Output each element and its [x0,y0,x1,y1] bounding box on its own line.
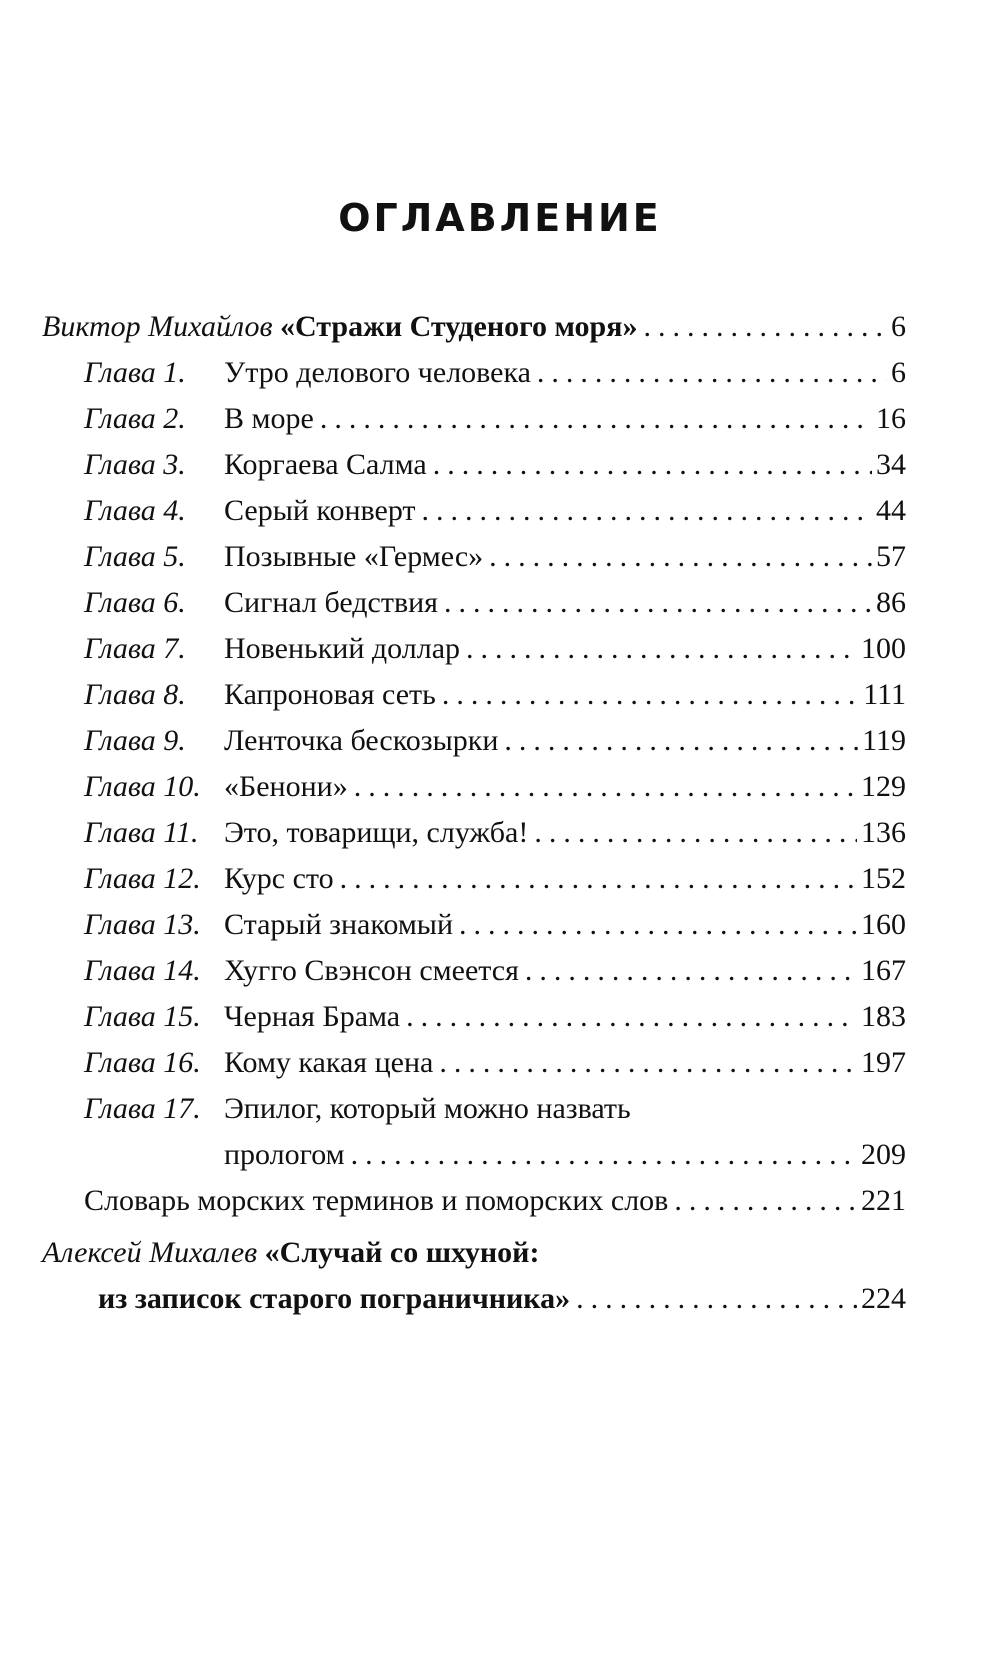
chapter-page: 16 [876,402,906,435]
dot-leader [444,580,872,626]
section2-heading-line1 [42,1230,539,1276]
table-of-contents [42,304,906,1322]
chapter-label: Глава 10. [84,770,201,803]
dot-leader [489,534,872,580]
toc-entry-chapter-5[interactable] [42,534,906,580]
toc-entry-chapter-11[interactable] [42,810,906,856]
dot-leader [504,718,858,764]
dot-leader [351,1132,857,1178]
section2-title-line1: «Случай со шхуной: [264,1236,540,1269]
toc-entry-section1[interactable] [42,304,906,350]
toc-entry-chapter-2[interactable] [42,396,906,442]
section1-author: Виктор Михайлов [42,310,273,343]
chapter-title: Это, товарищи, служба! [224,816,529,849]
chapter-page: 34 [876,448,906,481]
section1-page: 6 [891,310,906,343]
chapter-page: 100 [861,632,906,665]
chapter-page: 6 [891,356,906,389]
toc-entry-chapter-14[interactable] [42,948,906,994]
dot-leader [406,994,857,1040]
chapter-label: Глава 16. [84,1046,201,1079]
page-title: ОГЛАВЛЕНИЕ [338,196,662,240]
toc-entry-chapter-17-continued[interactable] [42,1132,906,1178]
section2-title-line2: из записок старого пограничника» [98,1282,571,1315]
chapter-page: 111 [863,678,906,711]
toc-entry-chapter-17[interactable] [42,1086,906,1132]
chapter-title: Кому какая цена [224,1046,434,1079]
toc-entry-chapter-3[interactable] [42,442,906,488]
chapter-label: Глава 15. [84,1000,201,1033]
chapter-page: 119 [862,724,906,757]
chapter-label: Глава 12. [84,862,201,895]
chapter-page: 86 [876,586,906,619]
dot-leader [576,1276,857,1322]
toc-entry-chapter-7[interactable] [42,626,906,672]
chapter-label: Глава 2. [84,402,186,435]
dot-leader [534,810,857,856]
chapter-page: 197 [861,1046,906,1079]
chapter-title: Новенький доллар [224,632,461,665]
toc-entry-chapter-4[interactable] [42,488,906,534]
chapter-title: Коргаева Салма [224,448,427,481]
dot-leader [422,488,872,534]
toc-entry-chapter-16[interactable] [42,1040,906,1086]
dot-leader [439,1040,857,1086]
dot-leader [466,626,857,672]
chapter-label: Глава 6. [84,586,186,619]
chapter-title: Черная Брама [224,1000,401,1033]
chapter-title: Старый знакомый [224,908,454,941]
dot-leader [643,304,887,350]
dot-leader [525,948,857,994]
chapter-label: Глава 1. [84,356,186,389]
toc-entry-chapter-10[interactable] [42,764,906,810]
chapter-page: 57 [876,540,906,573]
chapter-title: Ленточка бескозырки [224,724,499,757]
chapter-label: Глава 17. [84,1092,201,1125]
toc-entry-chapter-15[interactable] [42,994,906,1040]
chapter-title: Капроновая сеть [224,678,436,711]
chapter-page: 136 [861,816,906,849]
toc-entry-chapter-1[interactable] [42,350,906,396]
toc-entry-section2-continued[interactable] [42,1276,906,1322]
chapter-title-line2: прологом [224,1138,345,1171]
chapter-label: Глава 7. [84,632,186,665]
chapter-label: Глава 8. [84,678,186,711]
chapter-label: Глава 9. [84,724,186,757]
chapter-list [42,350,906,1086]
dot-leader [442,672,859,718]
chapter-page: 209 [861,1138,906,1171]
dot-leader [459,902,857,948]
chapter-title: Позывные «Гермес» [224,540,484,573]
dot-leader [433,442,872,488]
chapter-page: 183 [861,1000,906,1033]
chapter-label: Глава 14. [84,954,201,987]
section1-heading [42,304,637,350]
toc-entry-chapter-13[interactable] [42,902,906,948]
glossary-title: Словарь морских терминов и поморских слов [84,1184,669,1217]
dot-leader [674,1178,857,1224]
section2-author: Алексей Михалев [42,1236,258,1269]
chapter-page: 44 [876,494,906,527]
toc-entry-chapter-6[interactable] [42,580,906,626]
chapter-title: В море [224,402,314,435]
dot-leader [354,764,857,810]
chapter-label: Глава 5. [84,540,186,573]
chapter-title-line1: Эпилог, который можно назвать [224,1092,631,1125]
dot-leader [320,396,872,442]
section2-page: 224 [861,1282,906,1315]
toc-entry-section2[interactable] [42,1230,906,1276]
toc-entry-chapter-8[interactable] [42,672,906,718]
chapter-title: Хугго Свэнсон смеется [224,954,519,987]
chapter-title: «Бенони» [224,770,348,803]
chapter-label: Глава 13. [84,908,201,941]
toc-entry-chapter-9[interactable] [42,718,906,764]
chapter-label: Глава 4. [84,494,186,527]
chapter-label: Глава 11. [84,816,199,849]
dot-leader [537,350,887,396]
chapter-title: Серый конверт [224,494,416,527]
glossary-page: 221 [861,1184,906,1217]
chapter-page: 152 [861,862,906,895]
chapter-page: 160 [861,908,906,941]
chapter-title: Сигнал бедствия [224,586,438,619]
chapter-page: 167 [861,954,906,987]
chapter-page: 129 [861,770,906,803]
chapter-title: Утро делового человека [224,356,531,389]
section1-title: «Стражи Студеного моря» [280,310,638,343]
chapter-label: Глава 3. [84,448,186,481]
chapter-title: Курс сто [224,862,334,895]
toc-entry-glossary[interactable] [42,1178,906,1224]
dot-leader [340,856,857,902]
toc-entry-chapter-12[interactable] [42,856,906,902]
